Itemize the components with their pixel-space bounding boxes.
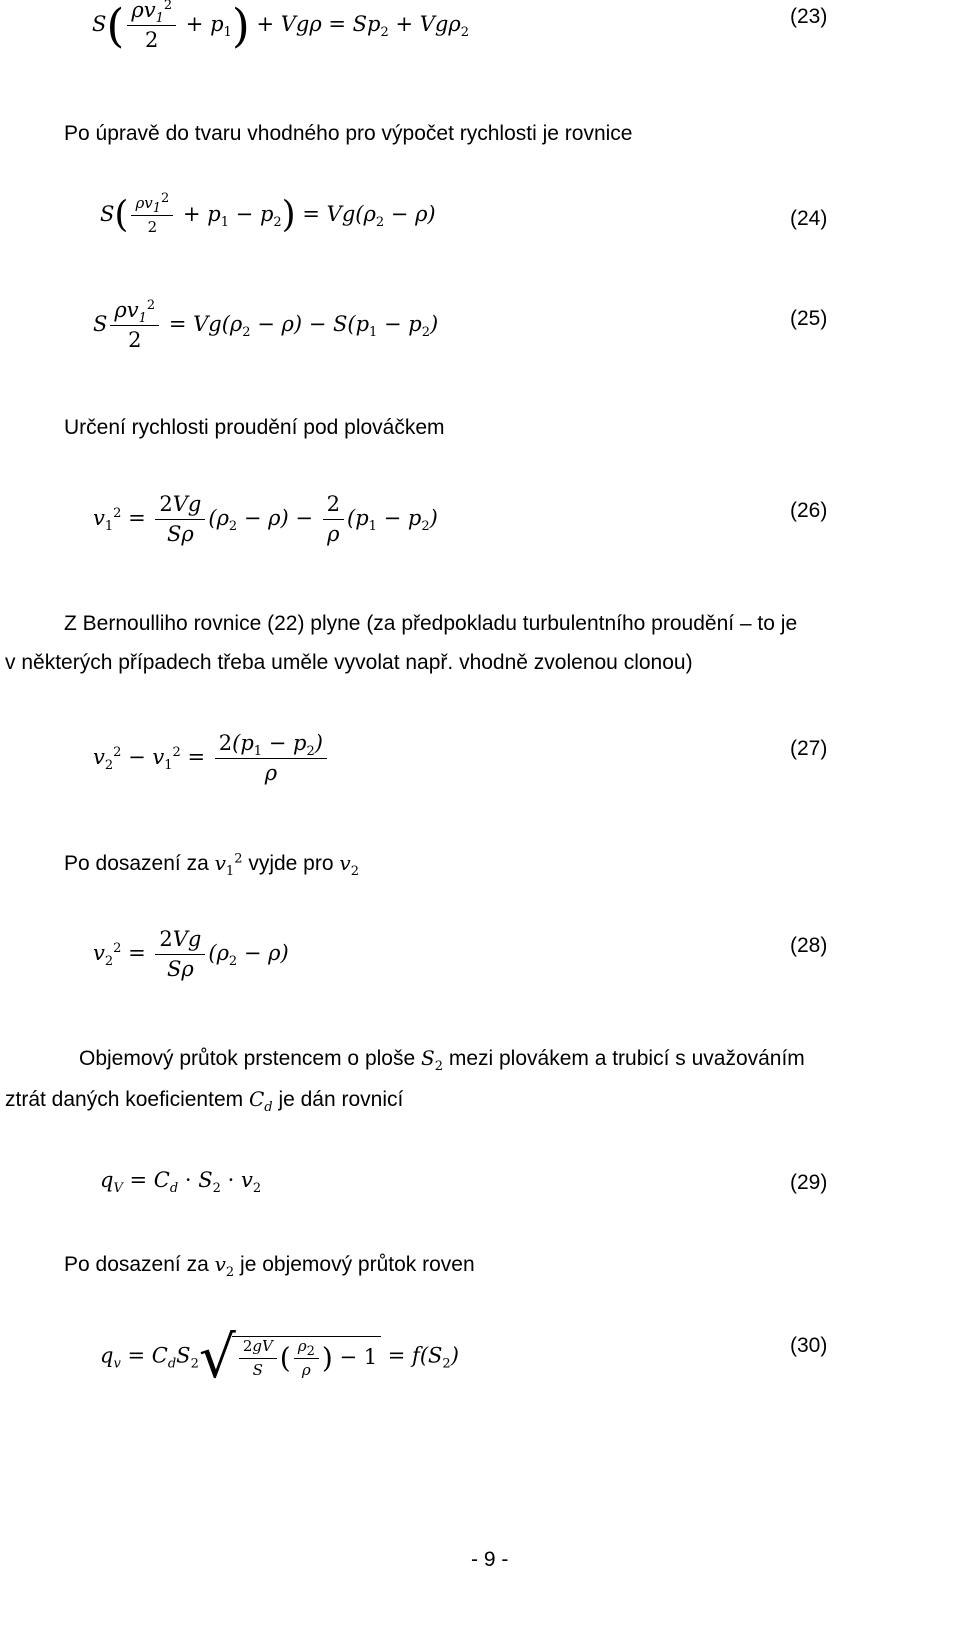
equation-29: $q_V = C_d \cdot S_2 \cdot v_2$ bbox=[100, 1168, 262, 1197]
paragraph-p2: Určení rychlosti proudění pod plováčkem bbox=[64, 416, 445, 439]
equation-number-24: (24) bbox=[790, 207, 828, 230]
equation-number-29: (29) bbox=[790, 1171, 828, 1194]
inline-math-cd: $C_d$ bbox=[248, 1087, 273, 1115]
equation-number-28: (28) bbox=[790, 934, 828, 957]
equation-25: S $\frac{\rho v_1^2}{2}$ = $Vg(\rho_2 - \rho) - S(p_1 - p_2)$ bbox=[93, 298, 439, 352]
paragraph-p5-line1-b: mezi plovákem a trubicí s uvažováním bbox=[448, 1047, 805, 1070]
paragraph-p5-line2-b: je dán rovnicí bbox=[278, 1088, 404, 1111]
equation-30: $q_v = C_dS_2√$ $\frac{2gV}{S}$ ( $\frac{\rho_2}{\rho}$ ) − $1 = f(S_2)$ bbox=[100, 1323, 459, 1391]
paragraph-p3-line2: v některých případech třeba uměle vyvolat např. vhodně zvolenou clonou) bbox=[5, 651, 693, 674]
equation-number-26: (26) bbox=[790, 499, 828, 522]
paragraph-p1: Po úpravě do tvaru vhodného pro výpočet rychlosti je rovnice bbox=[64, 122, 633, 145]
inline-math-s2: $S_2$ bbox=[421, 1046, 443, 1074]
paragraph-p4-before: Po dosazení za bbox=[64, 852, 209, 875]
paragraph-p4-middle: vyjde pro bbox=[248, 852, 334, 875]
paragraph-p5-line2 bbox=[5, 1086, 403, 1113]
equation-28: $v_2^2$ = $\frac{2Vg}{S\rho}$ $(\rho_2 - \rho)$ bbox=[93, 927, 289, 981]
paragraph-p4 bbox=[64, 850, 359, 877]
paragraph-p5-line1 bbox=[79, 1045, 805, 1072]
paragraph-p3-line1: Z Bernoulliho rovnice (22) plyne (za předpokladu turbulentního proudění – to je bbox=[64, 612, 798, 635]
equation-24: S( $\frac{\rho v_1^2}{2}$ + $p_1 - p_2) = Vg(\rho_2 - \rho)$ bbox=[100, 191, 436, 236]
equation-23: S( $\frac{\rho v_1^2}{2}$ + $p_1) + Vg\rho = Sp_2 + Vg\rho_2$ bbox=[92, 0, 469, 53]
equation-number-27: (27) bbox=[790, 737, 828, 760]
paragraph-p6-after: je objemový průtok roven bbox=[240, 1253, 475, 1276]
paragraph-p5-line2-a: ztrát daných koeficientem bbox=[5, 1088, 244, 1111]
inline-math-v1-squared: $v_1^2$ bbox=[214, 851, 243, 879]
inline-math-v2-b: $v_2$ bbox=[214, 1252, 235, 1280]
equation-number-23: (23) bbox=[790, 5, 828, 28]
inline-math-v2: $v_2$ bbox=[339, 851, 359, 879]
paragraph-p5-line1-a: Objemový průtok prstencem o ploše bbox=[79, 1047, 416, 1070]
paragraph-p6-before: Po dosazení za bbox=[64, 1253, 209, 1276]
equation-26: $v_1^2$ = $\frac{2Vg}{S\rho}$ $(\rho_2 - \rho)$ − $\frac{2}{\rho}$ $(p_1 - p_2)$ bbox=[93, 492, 438, 546]
equation-27: $v_2^2 - v_1^2$ = $\frac{2(p_1 - p_2)}{\rho}$ bbox=[93, 733, 330, 784]
page-number: - 9 - bbox=[471, 1548, 509, 1571]
equation-number-25: (25) bbox=[790, 307, 828, 330]
equation-number-30: (30) bbox=[790, 1334, 828, 1357]
paragraph-p6 bbox=[64, 1251, 475, 1278]
